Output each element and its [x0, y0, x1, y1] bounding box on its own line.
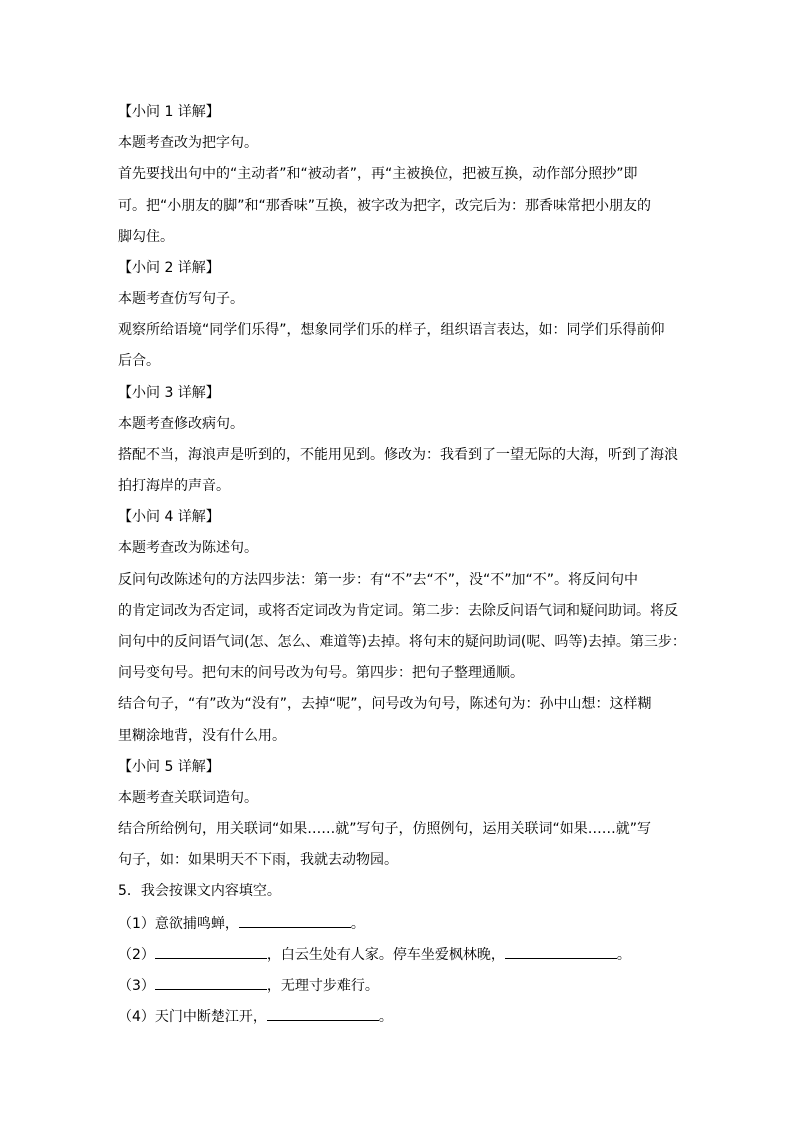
explanation-line: 问句中的反问语气词(怎、怎么、难道等)去掉。将句末的疑问助词(呢、吗等)去掉。第三步： — [118, 634, 686, 650]
fill-suffix: 。 — [616, 947, 631, 963]
explanation-line: 脚勾住。 — [118, 229, 174, 245]
answer-blank[interactable] — [239, 913, 351, 928]
explanation-line: 里糊涂地背，没有什么用。 — [118, 728, 286, 744]
section-topic: 本题考查改为陈述句。 — [118, 540, 258, 556]
explanation-line: 拍打海岸的声音。 — [118, 478, 230, 494]
section-heading: 【小问 2 详解】 — [118, 260, 220, 276]
explanation-line: 观察所给语境“同学们乐得”，想象同学们乐的样子，组织语言表达，如：同学们乐得前仰 — [118, 322, 665, 338]
section-topic: 本题考查修改病句。 — [118, 416, 244, 432]
fill-prefix: （3） — [118, 978, 155, 994]
section-topic: 本题考查关联词造句。 — [118, 790, 258, 806]
explanation-line: 反问句改陈述句的方法四步法：第一步：有“不”去“不”，没“不”加“不”。将反问句中 — [118, 572, 639, 588]
section-topic: 本题考查仿写句子。 — [118, 291, 244, 307]
section-topic: 本题考查改为把字句。 — [118, 135, 258, 151]
fill-in-item — [118, 975, 678, 996]
explanation-line: 结合句子，“有”改为“没有”，去掉“呢”，问号改为句号，陈述句为：孙中山想：这样糊 — [118, 696, 652, 712]
fill-prefix: （4）天门中断楚江开， — [118, 1009, 267, 1025]
fill-suffix: 。 — [378, 1009, 393, 1025]
fill-in-item — [118, 1006, 678, 1027]
explanation-line: 可。把“小朋友的脚”和“那香味”互换，被字改为把字，改完后为：那香味常把小朋友的 — [118, 198, 652, 214]
section-heading: 【小问 1 详解】 — [118, 104, 220, 120]
explanation-line: 结合所给例句，用关联词“如果……就”写句子，仿照例句，运用关联词“如果……就”写 — [118, 821, 652, 837]
explanation-line: 的肯定词改为否定词，或将否定词改为肯定词。第二步：去除反问语气词和疑问助词。将反 — [118, 603, 678, 619]
answer-blank[interactable] — [267, 1006, 379, 1021]
section-heading: 【小问 4 详解】 — [118, 509, 220, 525]
fill-in-item — [118, 913, 678, 934]
explanation-line: 搭配不当，海浪声是听到的，不能用见到。修改为：我看到了一望无际的大海，听到了海浪 — [118, 447, 678, 463]
explanation-line: 问号变句号。把句末的问号改为句号。第四步：把句子整理通顺。 — [118, 665, 524, 681]
fill-in-item — [118, 944, 678, 965]
fill-prefix: （2） — [118, 947, 155, 963]
section-heading: 【小问 5 详解】 — [118, 759, 220, 775]
section-heading: 【小问 3 详解】 — [118, 385, 220, 401]
fill-suffix: 。 — [350, 916, 365, 932]
explanation-line: 句子，如：如果明天不下雨，我就去动物园。 — [118, 852, 398, 868]
fill-suffix: ，无理寸步难行。 — [266, 978, 379, 994]
explanation-line: 后合。 — [118, 353, 160, 369]
explanation-line: 首先要找出句中的“主动者”和“被动者”，再“主被换位，把被互换，动作部分照抄”即 — [118, 166, 638, 182]
answer-blank[interactable] — [155, 975, 267, 990]
answer-blank[interactable] — [155, 944, 267, 959]
answer-blank[interactable] — [505, 944, 617, 959]
fill-middle: ，白云生处有人家。停车坐爱枫林晚， — [266, 947, 505, 963]
question-title: 5．我会按课文内容填空。 — [118, 883, 281, 899]
fill-prefix: （1）意欲捕鸣蝉， — [118, 916, 239, 932]
